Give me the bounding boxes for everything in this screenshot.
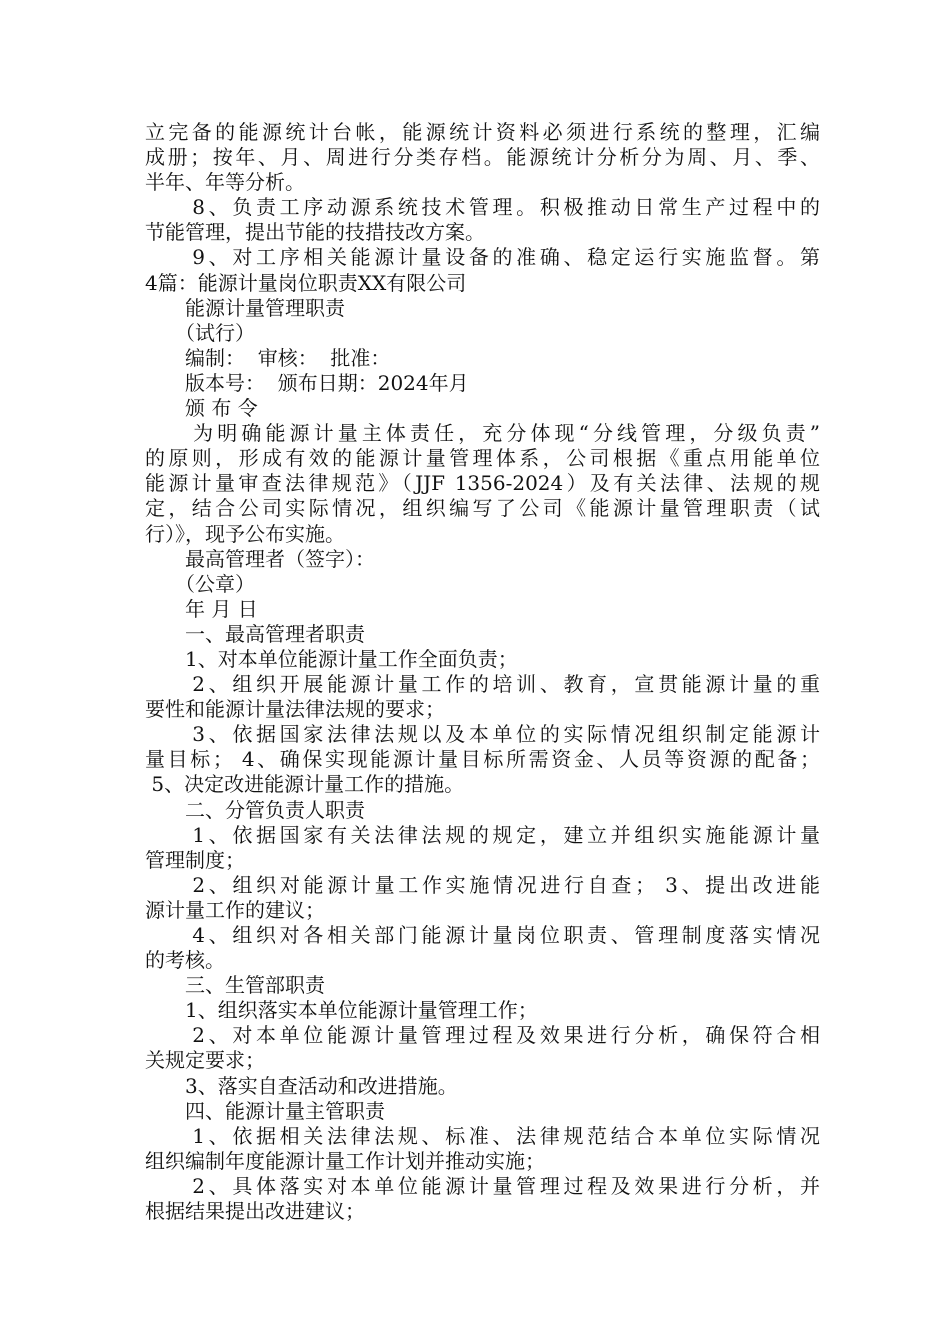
text-line: 2、组织对能源计量工作实施情况进行自查； 3、提出改进能: [145, 872, 820, 897]
text-line: 1、依据国家有关法律法规的规定，建立并组织实施能源计量: [145, 822, 820, 847]
text-line: 年 月 日: [145, 596, 258, 621]
text-line: 2、具体落实对本单位能源计量管理过程及效果进行分析，并: [145, 1173, 820, 1198]
text-line: 成册；按年、月、周进行分类存档。能源统计分析分为周、月、季、: [145, 145, 820, 170]
text-line: 1、组织落实本单位能源计量管理工作；: [145, 998, 538, 1023]
text-line: 9、对工序相关能源计量设备的准确、稳定运行实施监督。第: [145, 245, 820, 270]
text-line: 5、决定改进能源计量工作的措施。: [145, 772, 465, 797]
text-line: 能源计量管理职责: [145, 295, 345, 320]
text-line: 3、落实自查活动和改进措施。: [145, 1073, 458, 1098]
text-line: 二、分管负责人职责: [145, 797, 365, 822]
text-line: 最高管理者（签字）：: [145, 546, 375, 571]
text-line: 源计量工作的建议；: [145, 897, 325, 922]
text-line: 版本号： 颁布日期：2024年月: [145, 370, 469, 395]
text-line: 4篇：能源计量岗位职责XX有限公司: [145, 270, 467, 295]
text-line: 半年、年等分析。: [145, 170, 305, 195]
text-line: 3、依据国家法律法规以及本单位的实际情况组织制定能源计: [145, 722, 820, 747]
text-line: 能源计量审查法律规范》（JJF 1356-2024）及有关法律、法规的规: [145, 471, 820, 496]
text-line: 行）》，现予公布实施。: [145, 521, 345, 546]
text-line: 8、负责工序动源系统技术管理。积极推动日常生产过程中的: [145, 195, 820, 220]
text-line: 量目标； 4、确保实现能源计量目标所需资金、人员等资源的配备；: [145, 747, 820, 772]
text-line: 2、对本单位能源计量管理过程及效果进行分析，确保符合相: [145, 1023, 820, 1048]
text-line: 根据结果提出改进建议；: [145, 1199, 365, 1224]
text-line: 要性和能源计量法律法规的要求；: [145, 697, 445, 722]
text-line: 关规定要求；: [145, 1048, 265, 1073]
text-line: 管理制度；: [145, 847, 245, 872]
text-line: 一、最高管理者职责: [145, 621, 365, 646]
text-line: 1、对本单位能源计量工作全面负责；: [145, 646, 518, 671]
text-line: 2、组织开展能源计量工作的培训、教育，宣贯能源计量的重: [145, 672, 820, 697]
document-body: [145, 120, 820, 1224]
text-line: 组织编制年度能源计量工作计划并推动实施；: [145, 1148, 545, 1173]
text-line: 1、依据相关法律法规、标准、法律规范结合本单位实际情况: [145, 1123, 820, 1148]
text-line: 为明确能源计量主体责任，充分体现“分线管理，分级负责”: [145, 421, 820, 446]
text-line: 立完备的能源统计台帐，能源统计资料必须进行系统的整理，汇编: [145, 120, 820, 144]
text-line: （公章）: [145, 571, 255, 596]
text-line: 节能管理，提出节能的技措技改方案。: [145, 220, 485, 245]
text-line: 定，结合公司实际情况，组织编写了公司《能源计量管理职责（试: [145, 496, 820, 521]
text-line: 编制： 审核： 批准：: [145, 345, 391, 370]
text-line: 颁 布 令: [145, 396, 258, 421]
text-line: 四、能源计量主管职责: [145, 1098, 385, 1123]
text-line: 三、生管部职责: [145, 973, 325, 998]
text-line: 的考核。: [145, 948, 225, 973]
text-line: （试行）: [145, 320, 255, 345]
text-line: 的原则，形成有效的能源计量管理体系，公司根据《重点用能单位: [145, 446, 820, 471]
text-line: 4、组织对各相关部门能源计量岗位职责、管理制度落实情况: [145, 923, 820, 947]
